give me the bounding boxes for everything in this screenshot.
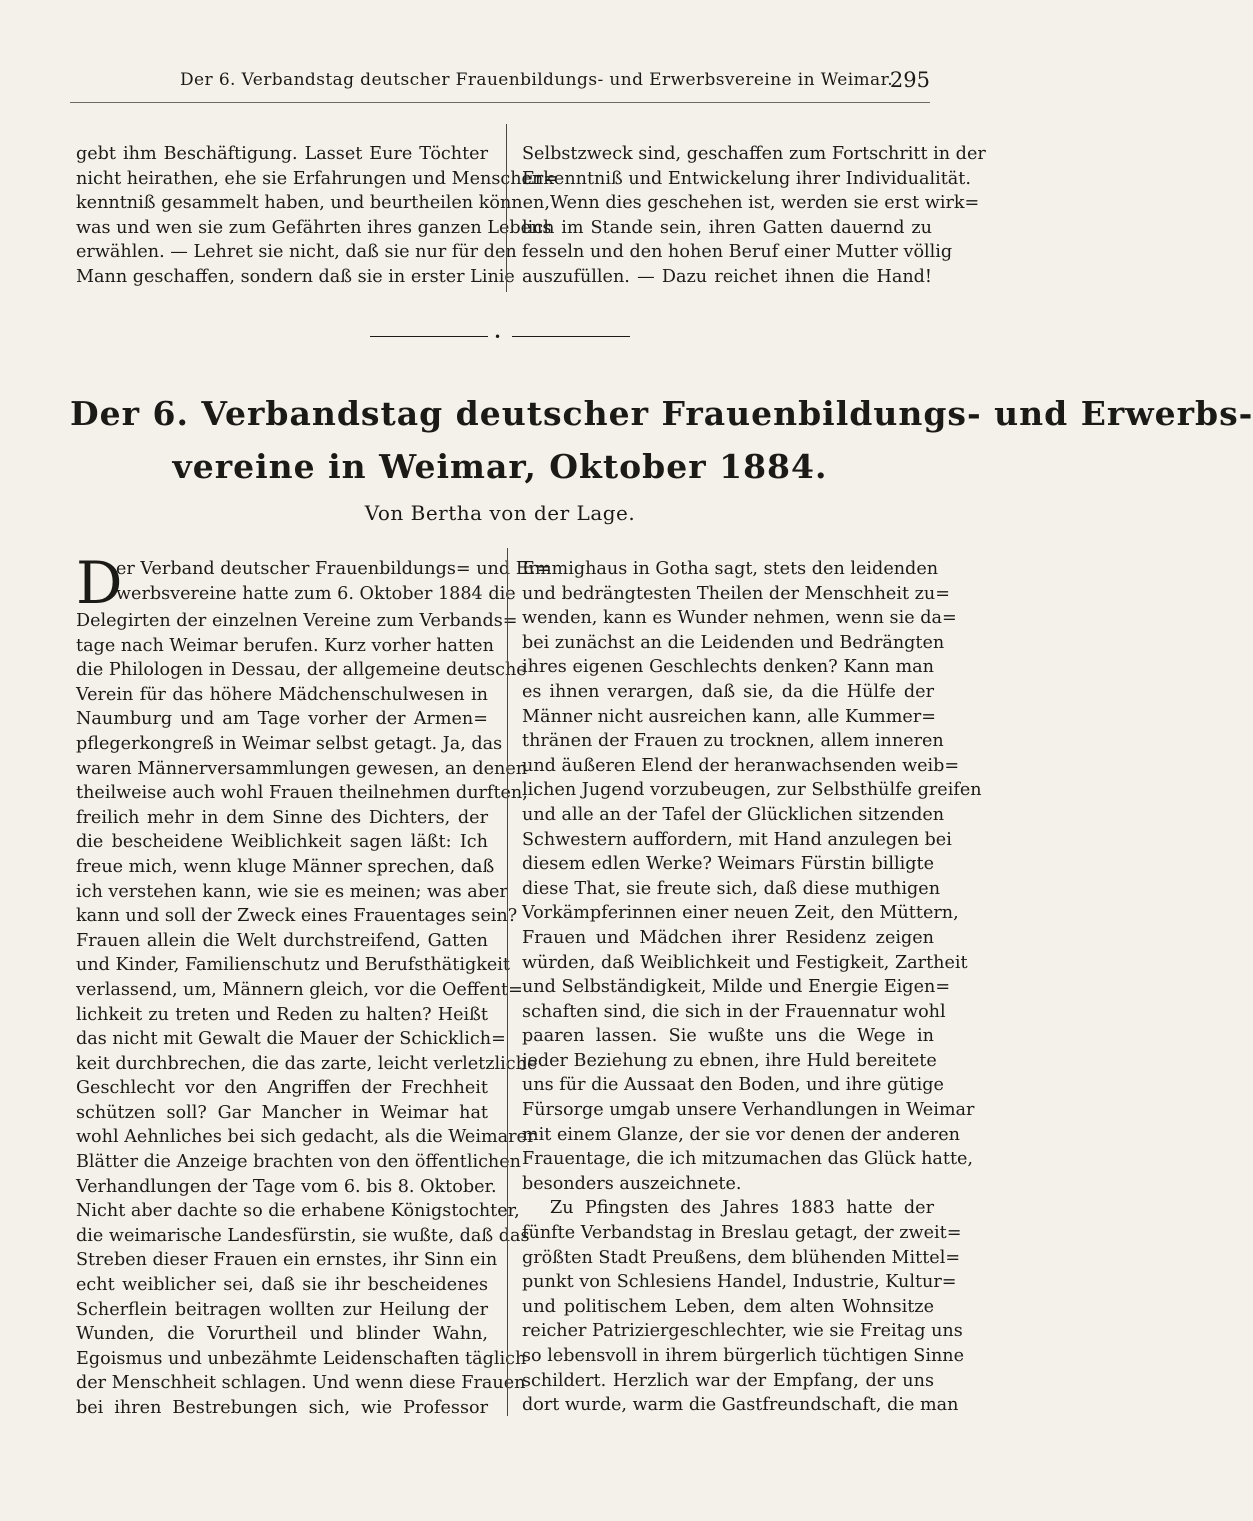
text-line: Verhandlungen der Tage vom 6. bis 8. Oktober. [76,1176,497,1197]
text-line: Streben dieser Frauen ein ernstes, ihr Sinn ein [76,1250,498,1271]
text-line: bei zunächst an die Leidenden und Bedrängten [522,632,945,653]
text-line: Wunden, die Vorurtheil und blinder Wahn, [76,1324,488,1345]
section-ornament [370,329,630,345]
text-line: lich im Stande sein, ihren Gatten dauernd zu [522,217,932,238]
text-line: theilweise auch wohl Frauen theilnehmen durften, [76,783,528,804]
ornament-dot-icon: • [494,330,502,344]
text-line: Emmighaus in Gotha sagt, stets den leidenden [522,559,939,579]
text-line: punkt von Schlesiens Handel, Industrie, Kultur= [522,1272,957,1293]
text-line: reicher Patriziergeschlechter, wie sie Freitag uns [522,1321,963,1342]
text-line: waren Männerversammlungen gewesen, an denen [76,758,528,779]
text-line: die weimarische Landesfürstin, sie wußte, daß das [76,1225,530,1246]
text-line: uns für die Aussaat den Boden, und ihre gütige [522,1075,944,1096]
top-left-column [76,142,559,290]
text-line: und äußeren Elend der heranwachsenden weib= [522,755,960,776]
text-line: besonders auszeichnete. [522,1173,742,1194]
ornament-rule-left [370,336,488,337]
text-line: verlassend, um, Männern gleich, vor die Oeffent= [76,979,523,1000]
article-title-line-1: Der 6. Verbandstag deutscher Frauenbildungs- und Erwerbs- [70,394,1253,433]
text-line: Frauen und Mädchen ihrer Residenz zeigen [522,927,934,948]
header-rule [70,102,930,103]
article-byline: Von Bertha von der Lage. [364,501,636,525]
text-line: wohl Aehnliches bei sich gedacht, als die Weimarer [76,1127,536,1148]
text-line: nicht heirathen, ehe sie Erfahrungen und Menschen= [76,168,559,189]
column-divider-top [506,124,507,292]
text-line: ihres eigenen Geschlechts denken? Kann man [522,657,934,678]
text-line: diese That, sie freute sich, daß diese muthigen [522,878,941,899]
text-line: Frauen allein die Welt durchstreifend, Gatten [76,930,488,951]
text-line: und alle an der Tafel der Glücklichen sitzenden [522,804,945,825]
text-line: was und wen sie zum Gefährten ihres ganzen Lebens [76,217,552,238]
text-line: kenntniß gesammelt haben, und beurtheilen können, [76,193,550,214]
text-line: er Verband deutscher Frauenbildungs= und Er= [116,559,552,579]
text-line: und Kinder, Familienschutz und Berufsthätigkeit [76,955,511,976]
text-line: und Selbständigkeit, Milde und Energie Eigen= [522,977,951,998]
drop-cap: D [76,549,123,617]
text-line: Schwestern auffordern, mit Hand anzulegen bei [522,829,952,850]
text-line: werbsvereine hatte zum 6. Oktober 1884 die [116,583,516,604]
text-line: die bescheidene Weiblichkeit sagen läßt: Ich [76,832,488,853]
text-line: schaften sind, die sich in der Frauennatur wohl [522,1001,946,1022]
text-line: freue mich, wenn kluge Männer sprechen, daß [76,856,495,877]
text-line: keit durchbrechen, die das zarte, leicht verletzliche [76,1053,538,1074]
text-line: erwählen. — Lehret sie nicht, daß sie nur für den [76,242,517,263]
text-line: Selbstzweck sind, geschaffen zum Fortschritt in der [522,144,986,164]
text-line: Fürsorge umgab unsere Verhandlungen in Weimar [522,1100,975,1121]
text-line: Naumburg und am Tage vorher der Armen= [76,709,488,730]
text-line: kann und soll der Zweck eines Frauentages sein? [76,906,518,927]
text-line: diesem edlen Werke? Weimars Fürstin billigte [522,854,934,875]
text-line: Egoismus und unbezähmte Leidenschaften täglich [76,1348,527,1369]
text-line: lichkeit zu treten und Reden zu halten? Heißt [76,1004,488,1025]
text-line: freilich mehr in dem Sinne des Dichters, der [76,807,488,828]
text-line: dort wurde, warm die Gastfreundschaft, die man [522,1395,959,1416]
text-line: mit einem Glanze, der sie vor denen der anderen [522,1124,960,1145]
text-line: fesseln und den hohen Beruf einer Mutter völlig [522,242,953,263]
text-line: lichen Jugend vorzubeugen, zur Selbsthülfe greifen [522,780,982,801]
top-right-column [522,142,986,290]
text-line: thränen der Frauen zu trocknen, allem inneren [522,731,944,752]
text-line: Mann geschaffen, sondern daß sie in erster Linie [76,266,515,287]
text-line: würden, daß Weiblichkeit und Festigkeit, Zartheit [522,952,968,973]
text-line: der Menschheit schlagen. Und wenn diese Frauen [76,1373,526,1394]
text-line: die Philologen in Dessau, der allgemeine deutsche [76,660,527,681]
text-line: Frauentage, die ich mitzumachen das Glück hatte, [522,1149,974,1170]
text-line: paaren lassen. Sie wußte uns die Wege in [522,1026,934,1047]
text-line: ich verstehen kann, wie sie es meinen; was aber [76,881,508,902]
text-line: fünfte Verbandstag in Breslau getagt, der zweit= [522,1223,962,1244]
text-line: schildert. Herzlich war der Empfang, der uns [522,1370,934,1391]
text-line: pflegerkongreß in Weimar selbst getagt. Ja, das [76,733,503,754]
running-head [70,70,930,100]
text-line: wenden, kann es Wunder nehmen, wenn sie da= [522,608,957,629]
text-line: Zu Pfingsten des Jahres 1883 hatte der [550,1198,934,1219]
text-line: Blätter die Anzeige brachten von den öffentlichen [76,1152,521,1173]
ornament-rule-right [512,336,630,337]
text-line: Vorkämpferinnen einer neuen Zeit, den Müttern, [522,903,959,924]
column-divider-body [507,548,508,1416]
text-line: echt weiblicher sei, daß sie ihr bescheidenes [76,1275,488,1296]
text-line: Erkenntniß und Entwickelung ihrer Individualität. [522,168,971,189]
text-line: und politischem Leben, dem alten Wohnsitze [522,1296,934,1317]
text-line: Männer nicht ausreichen kann, alle Kummer= [522,706,936,727]
running-head-title: Der 6. Verbandstag deutscher Frauenbildungs- und Erwerbsvereine in Weimar. [180,70,894,90]
text-line: jeder Beziehung zu ebnen, ihre Huld bereitete [522,1050,937,1071]
text-line: Scherflein beitragen wollten zur Heilung der [76,1299,488,1320]
page-number: 295 [889,68,930,92]
text-line: das nicht mit Gewalt die Mauer der Schicklich= [76,1029,506,1050]
text-line: es ihnen verargen, daß sie, da die Hülfe der [522,681,934,702]
text-line: und bedrängtesten Theilen der Menschheit zu= [522,583,950,604]
body-left-column [76,549,552,1421]
text-line: Geschlecht vor den Angriffen der Frechheit [76,1078,488,1099]
text-line: schützen soll? Gar Mancher in Weimar hat [76,1102,488,1123]
text-line: tage nach Weimar berufen. Kurz vorher hatten [76,635,494,656]
text-line: Wenn dies geschehen ist, werden sie erst wirk= [550,193,980,214]
text-line: größten Stadt Preußens, dem blühenden Mittel= [522,1247,961,1268]
article-title-line-2: vereine in Weimar, Oktober 1884. [172,447,828,486]
text-line: Delegirten der einzelnen Vereine zum Verbands= [76,611,518,631]
text-line: bei ihren Bestrebungen sich, wie Professor [76,1398,488,1418]
text-line: so lebensvoll in ihrem bürgerlich tüchtigen Sinne [522,1346,965,1366]
text-line: gebt ihm Beschäftigung. Lasset Eure Töchter [76,144,488,164]
text-line: auszufüllen. — Dazu reichet ihnen die Hand! [522,266,932,287]
body-right-column [522,557,982,1418]
text-line: Verein für das höhere Mädchenschulwesen in [76,684,488,705]
text-line: Nicht aber dachte so die erhabene Königstochter, [76,1201,520,1222]
